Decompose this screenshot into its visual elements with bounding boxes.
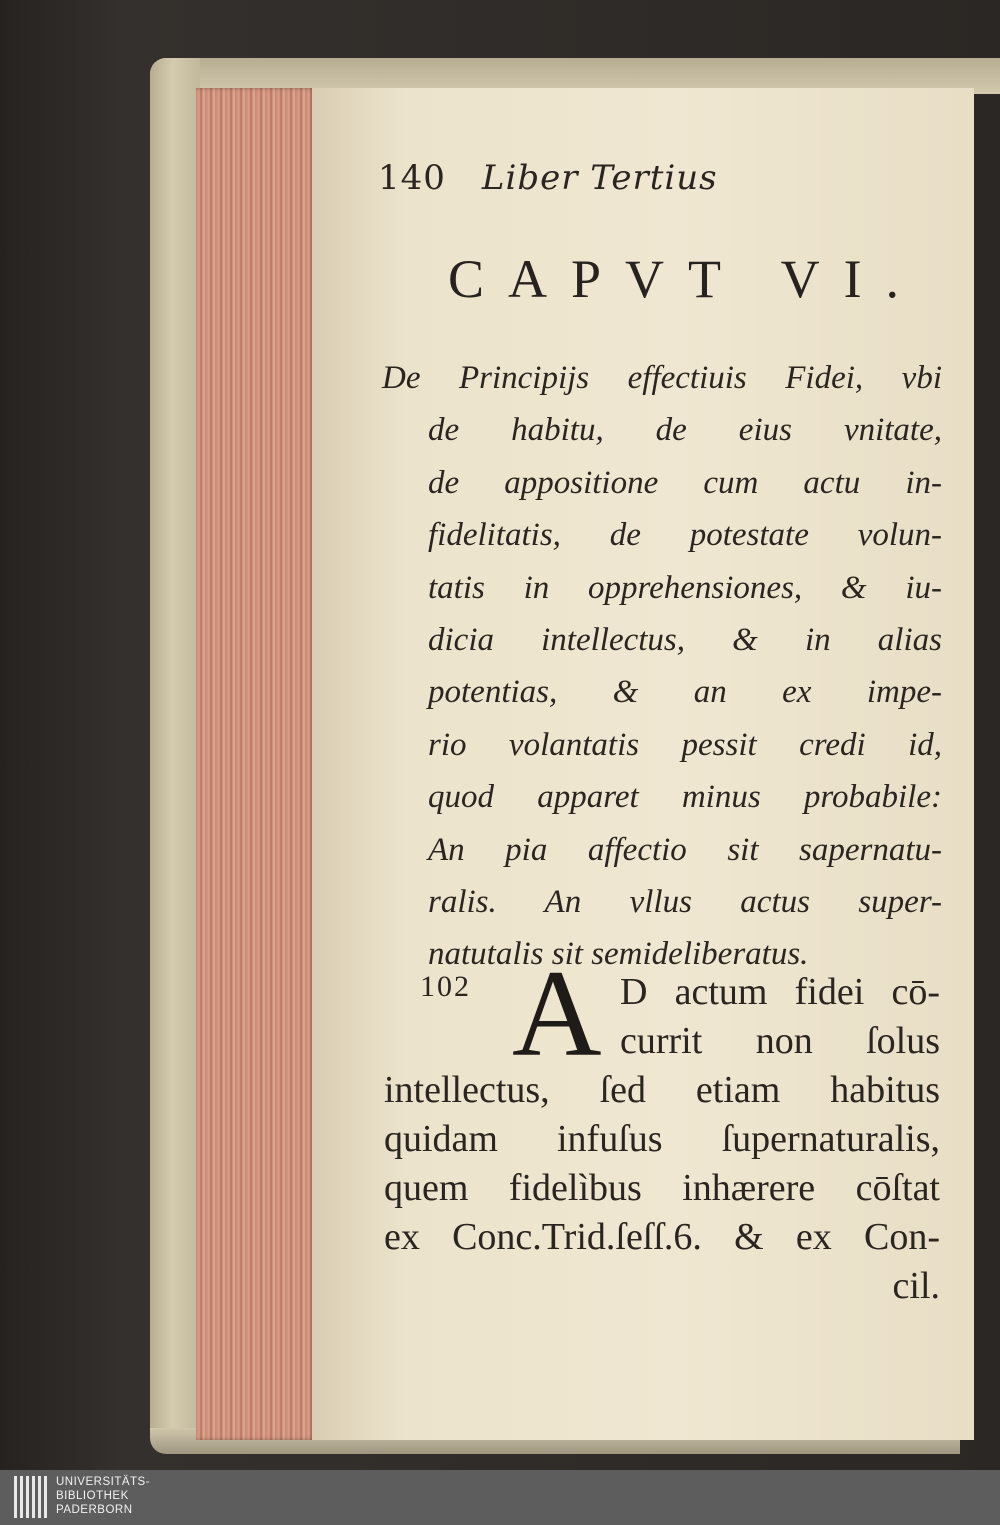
body-line: ex Conc.Trid.ſeſſ.6. & ex Con- (384, 1216, 940, 1258)
summary-line: ralis. An vllus actus super- (428, 884, 942, 921)
summary-line: potentias, & an ex impe- (428, 674, 942, 711)
body-line: D actum fidei cō- (620, 971, 940, 1013)
library-name (56, 1475, 150, 1517)
body-line: intellectus, ſed etiam habitus (384, 1069, 940, 1111)
summary-line: natutalis sit semideliberatus. (428, 936, 809, 973)
paragraph-number: 102 (420, 970, 471, 1003)
page-edges (196, 88, 316, 1440)
library-name-line: UNIVERSITÄTS- (56, 1476, 151, 1488)
body-line: currit non ſolus (620, 1020, 940, 1062)
body-line: quidam infuſus ſupernaturalis, (384, 1118, 940, 1160)
chapter-title: CAPVT VI. (448, 249, 924, 309)
summary-line: de appositione cum actu in- (428, 464, 942, 501)
catchword: cil. (892, 1265, 940, 1307)
summary-line: quod apparet minus probabile: (428, 779, 942, 816)
body-text (384, 968, 940, 1311)
summary-line: rio volantatis pessit credi id, (428, 726, 942, 763)
library-name-line: BIBLIOTHEK (56, 1490, 129, 1502)
running-title: Liber Tertius (481, 158, 718, 198)
body-line: quem fidelìbus inhærere cōſtat (384, 1167, 940, 1209)
book-cover-spine (150, 58, 200, 1448)
library-name-line: PADERBORN (56, 1504, 133, 1516)
summary-line: de habitu, de eius vnitate, (428, 412, 942, 449)
summary-line: dicia intellectus, & in alias (428, 622, 942, 659)
library-logo-icon (14, 1476, 48, 1518)
chapter-summary (382, 352, 942, 981)
running-head (378, 158, 718, 198)
summary-line: De Principijs effectiuis Fidei, vbi (382, 360, 942, 396)
page-number: 140 (378, 158, 446, 198)
drop-cap: A (512, 945, 602, 1082)
summary-line: An pia affectio sit sapernatu- (428, 831, 942, 868)
summary-line: fidelitatis, de potestate volun- (428, 517, 942, 554)
summary-line: tatis in opprehensiones, & iu- (428, 569, 942, 606)
